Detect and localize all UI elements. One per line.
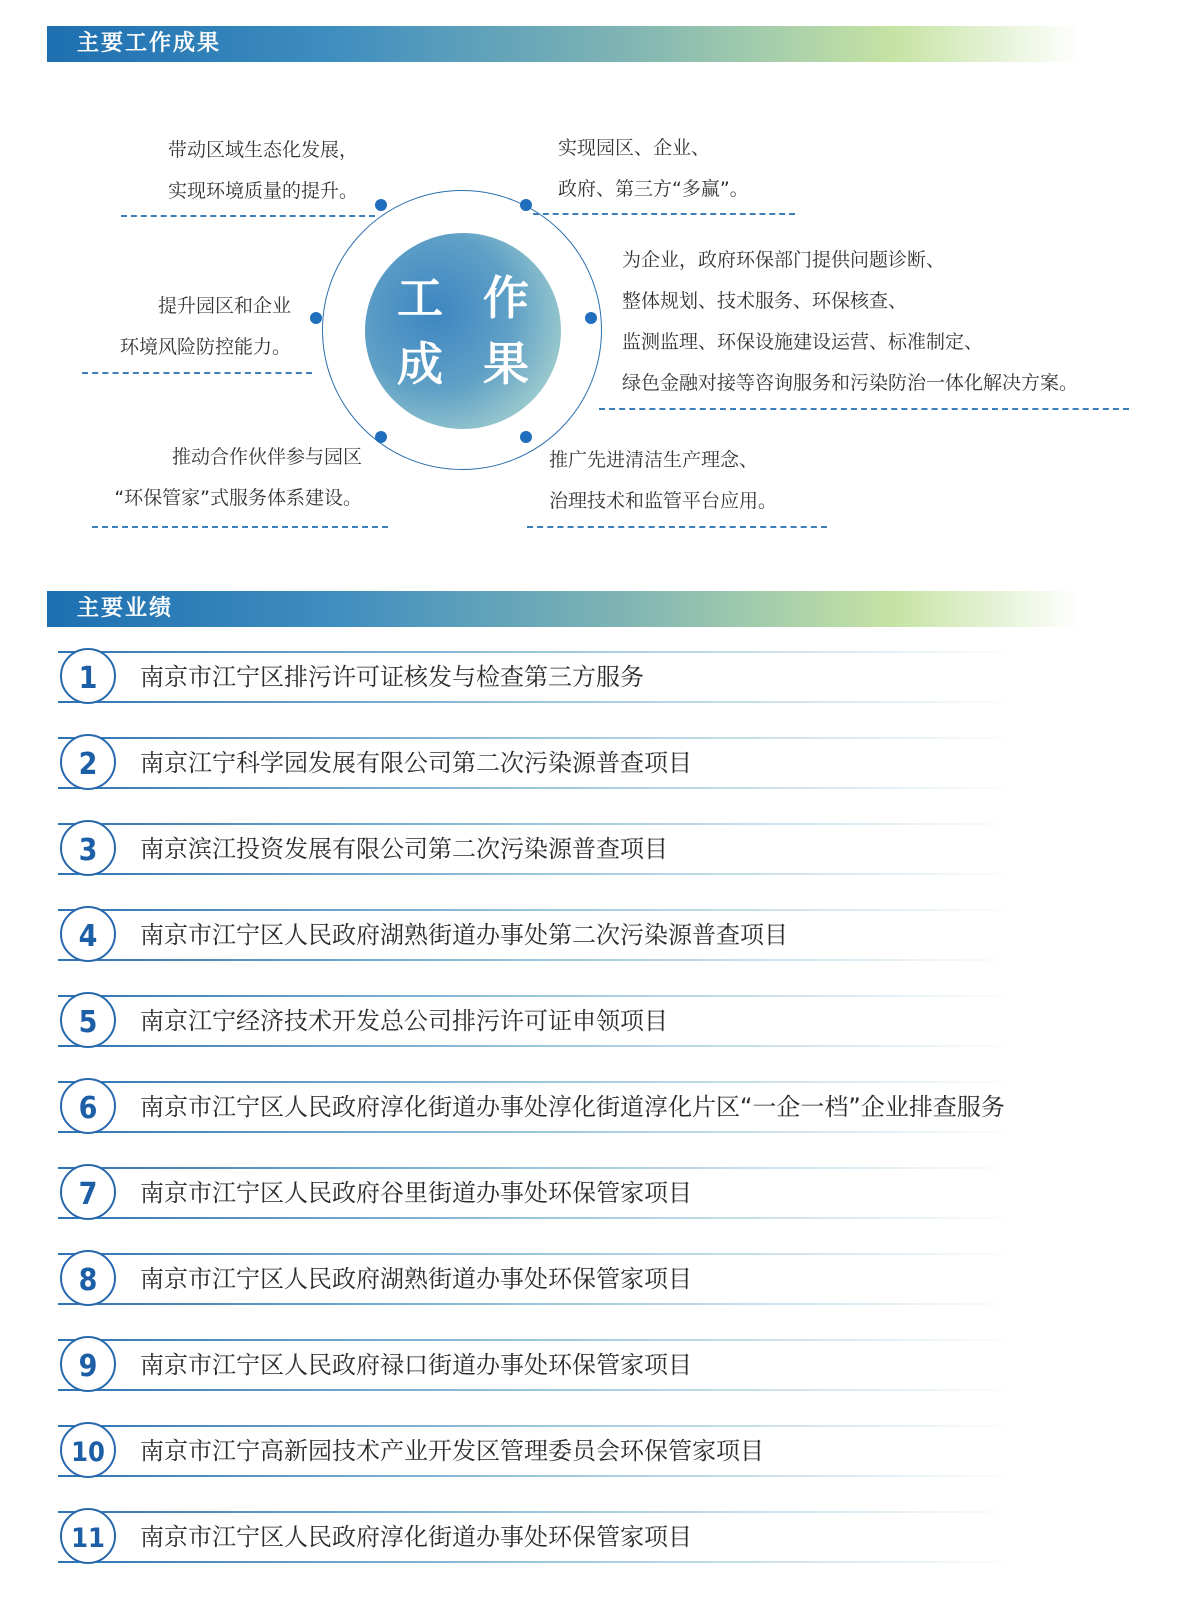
divider: [599, 408, 1129, 410]
item-text: 南京市江宁区排污许可证核发与检查第三方服务: [140, 663, 644, 691]
list-item: [58, 1422, 1018, 1484]
item-number-badge: 2: [60, 734, 116, 790]
item-text: 南京市江宁区人民政府湖熟街道办事处环保管家项目: [140, 1265, 692, 1293]
note-consulting-services: 为企业，政府环保部门提供问题诊断、 整体规划、技术服务、环保核查、 监测监理、环保设施建设运营、标准制定、 绿色金融对接等咨询服务和污染防治一体化解决方案。: [622, 249, 1079, 394]
list-item: [58, 906, 1018, 968]
item-text: 南京江宁科学园发展有限公司第二次污染源普查项目: [140, 749, 692, 777]
center-line-1: 工 作: [396, 271, 541, 325]
note-regional-eco: 带动区域生态化发展， 实现环境质量的提升。: [167, 139, 358, 202]
item-text: 南京市江宁区人民政府淳化街道办事处淳化街道淳化片区“一企一档”企业排查服务: [140, 1093, 1005, 1121]
item-number-badge: 11: [60, 1508, 116, 1564]
item-text: 南京江宁经济技术开发总公司排污许可证申领项目: [140, 1007, 668, 1035]
list-item: [58, 992, 1018, 1054]
center-line-2: 成 果: [396, 337, 541, 391]
divider: [527, 526, 827, 528]
item-number-badge: 4: [60, 906, 116, 962]
item-number-badge: 9: [60, 1336, 116, 1392]
section-title-work-results: 主要工作成果: [47, 26, 1080, 62]
item-number-badge: 3: [60, 820, 116, 876]
item-number-badge: 8: [60, 1250, 116, 1306]
note-clean-production: 推广先进清洁生产理念、 治理技术和监管平台应用。: [549, 449, 778, 512]
item-text: 南京滨江投资发展有限公司第二次污染源普查项目: [140, 835, 668, 863]
divider: [121, 215, 375, 217]
item-number-badge: 1: [60, 648, 116, 704]
center-circle: [365, 233, 561, 429]
item-number-badge: 6: [60, 1078, 116, 1134]
item-text: 南京市江宁区人民政府谷里街道办事处环保管家项目: [140, 1179, 692, 1207]
work-results-diagram: [0, 100, 1188, 560]
list-item: [58, 820, 1018, 882]
ring-dot: [520, 431, 532, 443]
item-number-badge: 10: [60, 1422, 116, 1478]
item-text: 南京市江宁高新园技术产业开发区管理委员会环保管家项目: [140, 1437, 764, 1465]
ring-dot: [375, 199, 387, 211]
divider: [82, 372, 312, 374]
ring-dot: [375, 431, 387, 443]
item-number-badge: 5: [60, 992, 116, 1048]
ring-dot: [520, 199, 532, 211]
item-text: 南京市江宁区人民政府淳化街道办事处环保管家项目: [140, 1523, 692, 1551]
list-item: [58, 1164, 1018, 1226]
item-number-badge: 7: [60, 1164, 116, 1220]
list-item: [58, 1508, 1018, 1570]
list-item: [58, 734, 1018, 796]
divider: [533, 213, 795, 215]
list-item: [58, 1336, 1018, 1398]
divider: [92, 526, 388, 528]
note-multi-win: 实现园区、企业、 政府、第三方“多赢”。: [558, 137, 749, 200]
note-risk-control: 提升园区和企业 环境风险防控能力。: [119, 295, 291, 358]
section-title-main-achievements: 主要业绩: [47, 591, 1080, 627]
ring-dot: [310, 312, 322, 324]
ring-dot: [585, 312, 597, 324]
note-partner-system: 推动合作伙伴参与园区 “环保管家”式服务体系建设。: [114, 446, 362, 509]
list-item: [58, 1250, 1018, 1312]
list-item: [58, 648, 1018, 710]
list-item: [58, 1078, 1018, 1140]
item-text: 南京市江宁区人民政府禄口街道办事处环保管家项目: [140, 1351, 692, 1379]
item-text: 南京市江宁区人民政府湖熟街道办事处第二次污染源普查项目: [140, 921, 788, 949]
